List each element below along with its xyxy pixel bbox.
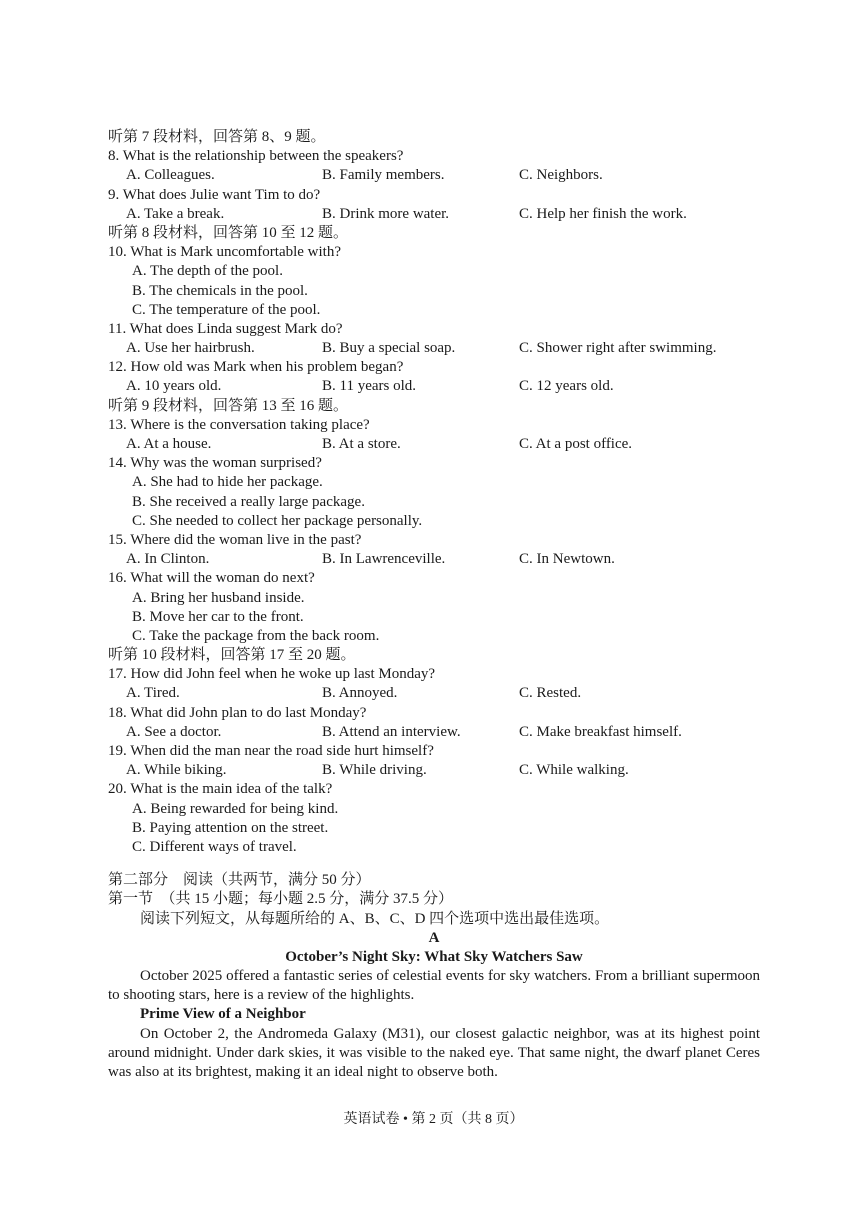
option-14c: C. She needed to collect her package personally. [132, 512, 423, 529]
option-17c: C. Rested. [519, 685, 582, 702]
options-12 [108, 377, 760, 396]
option-9b: B. Drink more water. [322, 205, 450, 222]
question-17: 17. How did John feel when he woke up last Monday? [108, 666, 436, 683]
option-20b: B. Paying attention on the street. [132, 819, 329, 836]
options-17 [108, 684, 760, 703]
question-16: 16. What will the woman do next? [108, 570, 315, 587]
group-header-8: 听第 8 段材料，回答第 10 至 12 题。 [108, 224, 349, 241]
option-17b: B. Annoyed. [322, 685, 398, 702]
section-gap [108, 857, 760, 871]
option-8a: A. Colleagues. [126, 167, 215, 184]
option-14b: B. She received a really large package. [132, 493, 365, 510]
option-12b: B. 11 years old. [322, 378, 417, 395]
question-15: 15. Where did the woman live in the past? [108, 531, 362, 548]
options-15 [108, 550, 760, 569]
question-8: 8. What is the relationship between the speakers? [108, 148, 404, 165]
options-8 [108, 166, 760, 185]
option-12c: C. 12 years old. [519, 378, 614, 395]
question-14: 14. Why was the woman surprised? [108, 455, 322, 472]
question-9: 9. What does Julie want Tim to do? [108, 186, 321, 203]
reading-section-title: 第一节 （共 15 小题；每小题 2.5 分，满分 37.5 分） [108, 891, 454, 908]
option-15c: C. In Newtown. [519, 551, 615, 568]
option-13c: C. At a post office. [519, 436, 633, 452]
question-19: 19. When did the man near the road side hurt himself? [108, 743, 434, 759]
option-17a: A. Tired. [126, 685, 180, 702]
option-15a: A. In Clinton. [126, 551, 210, 568]
reading-part-title: 第二部分 阅读（共两节，满分 50 分） [108, 872, 371, 889]
question-13: 13. Where is the conversation taking place? [108, 416, 370, 433]
option-16a: A. Bring her husband inside. [132, 589, 305, 606]
option-18c: C. Make breakfast himself. [519, 723, 682, 740]
option-13a: A. At a house. [126, 436, 212, 452]
option-16c: C. Take the package from the back room. [132, 627, 380, 644]
option-10a: A. The depth of the pool. [132, 263, 283, 280]
option-18a: A. See a doctor. [126, 723, 222, 740]
option-11a: A. Use her hairbrush. [126, 340, 255, 357]
passage-paragraph-1: October 2025 offered a fantastic series of celestial events for sky watchers. From a brilliant supermoon to shooting stars, here is a review of the highlights. [108, 968, 760, 1004]
question-20: 20. What is the main idea of the talk? [108, 781, 333, 798]
options-19 [108, 761, 760, 780]
group-header-7: 听第 7 段材料，回答第 8、9 题。 [108, 129, 326, 145]
option-11b: B. Buy a special soap. [322, 340, 456, 357]
options-13 [108, 435, 760, 454]
option-16b: B. Move her car to the front. [132, 608, 304, 625]
option-11c: C. Shower right after swimming. [519, 340, 717, 357]
option-20c: C. Different ways of travel. [132, 838, 297, 855]
passage-title: October’s Night Sky: What Sky Watchers Saw [285, 948, 583, 965]
options-18 [108, 723, 760, 742]
option-9c: C. Help her finish the work. [519, 205, 687, 222]
group-header-9: 听第 9 段材料，回答第 13 至 16 题。 [108, 397, 349, 414]
page-content [108, 128, 760, 1082]
option-12a: A. 10 years old. [126, 378, 222, 395]
page-footer: 英语试卷 • 第 2 页（共 8 页） [343, 1112, 524, 1127]
option-19b: B. While driving. [322, 762, 427, 779]
group-header-10: 听第 10 段材料，回答第 17 至 20 题。 [108, 647, 356, 664]
option-10b: B. The chemicals in the pool. [132, 282, 308, 299]
option-18b: B. Attend an interview. [322, 723, 461, 740]
question-12: 12. How old was Mark when his problem began? [108, 359, 404, 376]
option-8b: B. Family members. [322, 167, 445, 184]
options-11 [108, 339, 760, 358]
option-15b: B. In Lawrenceville. [322, 551, 446, 568]
option-19c: C. While walking. [519, 762, 629, 779]
option-8c: C. Neighbors. [519, 167, 603, 184]
passage-subheading: Prime View of a Neighbor [140, 1006, 306, 1023]
option-10c: C. The temperature of the pool. [132, 301, 321, 318]
question-18: 18. What did John plan to do last Monday? [108, 704, 367, 721]
passage-paragraph-2: On October 2, the Andromeda Galaxy (M31), our closest galactic neighbor, was at its highest point around midnight. Under dark skies, it was visible to the naked eye. That same night, the dwarf planet Ceres was also at its brightest, making it an ideal night to observe both. [108, 1025, 760, 1081]
option-14a: A. She had to hide her package. [132, 474, 323, 491]
reading-instruction: 阅读下列短文，从每题所给的 A、B、C、D 四个选项中选出最佳选项。 [140, 910, 610, 927]
question-11: 11. What does Linda suggest Mark do? [108, 320, 343, 337]
option-20a: A. Being rewarded for being kind. [132, 800, 339, 817]
passage-letter: A [428, 929, 440, 946]
option-9a: A. Take a break. [126, 205, 225, 222]
question-10: 10. What is Mark uncomfortable with? [108, 244, 341, 261]
option-19a: A. While biking. [126, 762, 227, 779]
option-13b: B. At a store. [322, 436, 401, 452]
options-9 [108, 205, 760, 224]
